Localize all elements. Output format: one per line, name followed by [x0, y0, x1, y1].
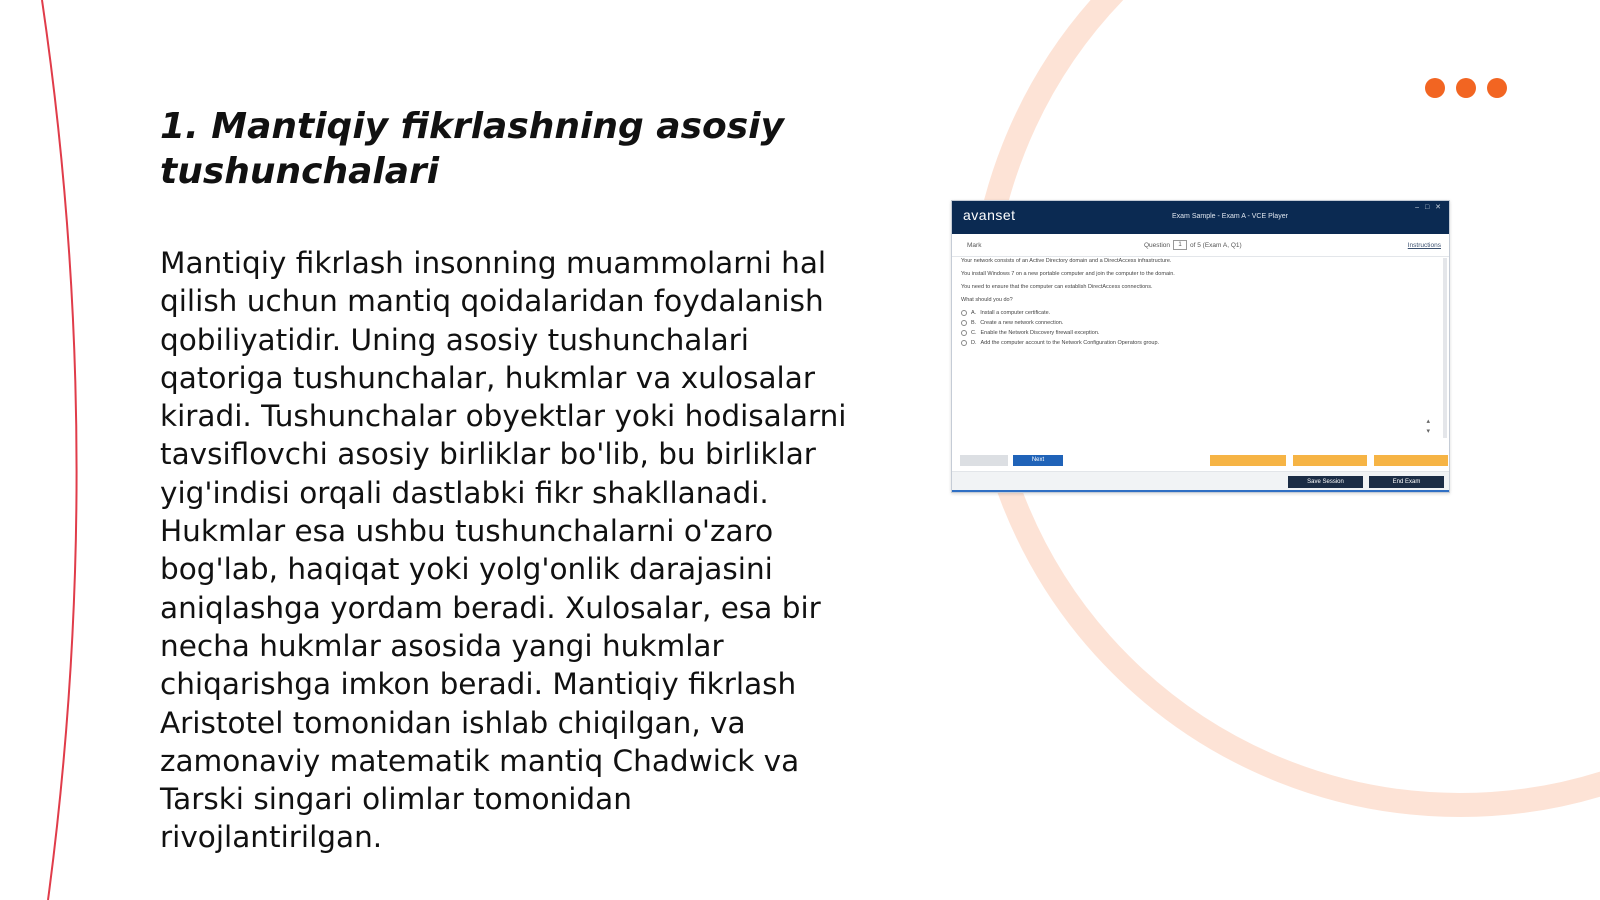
option-letter: B.	[971, 320, 977, 326]
question-paragraph: What should you do?	[961, 297, 1013, 303]
scroll-arrows-icon: ▴ ▾	[1426, 418, 1430, 435]
screenshot-titlebar	[952, 201, 1449, 234]
radio-icon	[961, 330, 967, 336]
menu-dots	[1425, 78, 1507, 98]
mark-label: Mark	[967, 242, 982, 249]
embedded-app-screenshot	[951, 200, 1450, 493]
question-content	[961, 258, 1431, 350]
question-paragraph: You need to ensure that the computer can establish DirectAccess connections.	[961, 284, 1153, 290]
slide-title: 1. Mantiqiy fikrlashning asosiy tushunchalari	[160, 106, 784, 192]
window-controls-icon: – □ ✕	[1415, 204, 1443, 211]
answer-option	[961, 340, 1431, 346]
answer-option	[961, 310, 1431, 316]
option-letter: D.	[971, 340, 977, 346]
answer-option	[961, 330, 1431, 336]
screenshot-accent-line	[952, 490, 1449, 492]
screenshot-scrollbar	[1443, 258, 1447, 438]
option-text: Enable the Network Discovery firewall exception.	[980, 330, 1100, 336]
previous-button	[960, 455, 1008, 466]
dot-icon	[1456, 78, 1476, 98]
question-paragraph: Your network consists of an Active Directory domain and a DirectAccess infrastructure.	[961, 258, 1172, 264]
slide-body-text: Mantiqiy fikrlash insonning muammolarni hal qilish uchun mantiq qoidalaridan foydalanish qobiliyatidir. Uning asosiy tushunchalari qatoriga tushunchalar, hukmlar va xulosalar kiradi. Tushunchalar obyektlar yoki hodisalarni tavsiflovchi asosiy birliklar bo'lib, bu birliklar yig'indisi orqali dastlabki fikr shakllanadi. Hukmlar esa ushbu tushunchalarni o'zaro bog'lab, haqiqat yoki yolg'onlik darajasini aniqlashga yordam beradi. Xulosalar, esa bir necha hukmlar asosida yangi hukmlar chiqarishga imkon beradi. Mantiqiy fikrlash Aristotel tomonidan ishlab chiqilgan, va zamonaviy matematik mantiq Chadwick va Tarski singari olimlar tomonidan rivojlantirilgan.	[160, 246, 847, 855]
screenshot-orange-button	[1374, 455, 1448, 466]
screenshot-orange-button	[1293, 455, 1367, 466]
screenshot-orange-button	[1210, 455, 1286, 466]
radio-icon	[961, 310, 967, 316]
question-total: of 5 (Exam A, Q1)	[1190, 241, 1242, 249]
option-text: Add the computer account to the Network Configuration Operators group.	[980, 340, 1160, 346]
end-exam-button: End Exam	[1369, 476, 1444, 488]
question-paragraph: You install Windows 7 on a new portable computer and join the computer to the domain.	[961, 271, 1175, 277]
question-number-box: 1	[1173, 240, 1187, 250]
question-indicator	[1144, 240, 1242, 250]
screenshot-nav-bar	[960, 455, 1440, 467]
dot-icon	[1425, 78, 1445, 98]
option-text: Install a computer certificate.	[980, 310, 1051, 316]
left-edge-line	[42, 0, 77, 900]
screenshot-window-title: Exam Sample - Exam A - VCE Player	[1172, 213, 1288, 220]
answer-option	[961, 320, 1431, 326]
option-text: Create a new network connection.	[980, 320, 1064, 326]
radio-icon	[961, 340, 967, 346]
option-letter: A.	[971, 310, 977, 316]
next-button: Next	[1013, 455, 1063, 466]
screenshot-toolbar	[952, 234, 1449, 257]
dot-icon	[1487, 78, 1507, 98]
question-label: Question	[1144, 241, 1171, 249]
avanset-logo: avanset	[963, 207, 1016, 223]
instructions-link: Instructions	[1407, 242, 1441, 249]
radio-icon	[961, 320, 967, 326]
option-letter: C.	[971, 330, 977, 336]
save-session-button: Save Session	[1288, 476, 1363, 488]
